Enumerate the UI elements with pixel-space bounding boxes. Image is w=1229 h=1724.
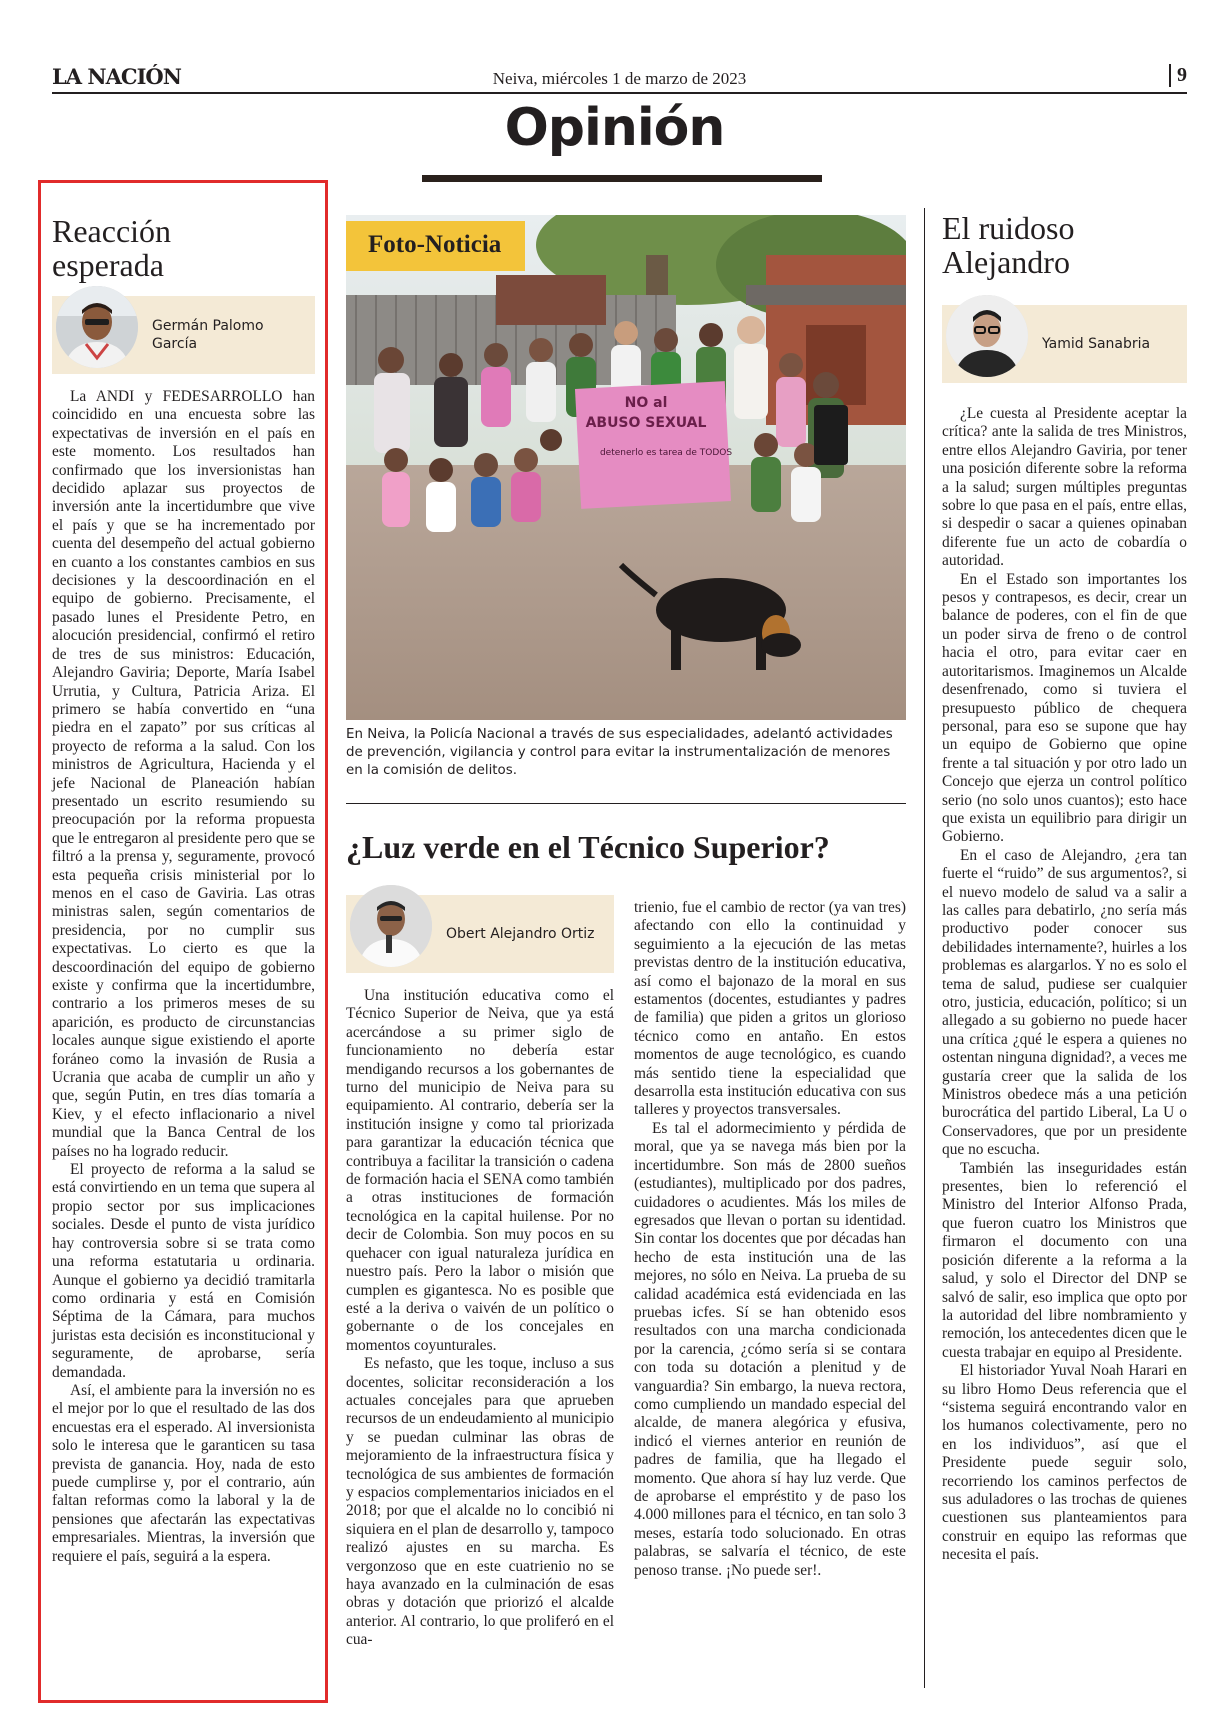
divider	[346, 803, 906, 804]
column-divider	[924, 208, 925, 1688]
author-name: Obert Alejandro Ortiz	[446, 926, 595, 942]
left-article	[52, 214, 315, 1566]
left-article-headline: Reacción esperada	[52, 213, 172, 283]
paragraph: La ANDI y FEDESARROLLO han coincidido en una encuesta sobre las expectativas de inversión en el país en este momento. Los resultados han confirmado que los inversionistas han decidido aplazar sus proyectos de inversión ante la incertidumbre que vive el país y que se ha incrementado por cuenta del desempeño del actual gobierno en cuanto a los constantes cambios en sus decisiones y la descoordinación en el equipo de gobierno. Precisamente, el pasado lunes el Presidente Petro, en alocución presidencial, confirmó el retiro de tres de sus ministros: Educación, Alejandro Gaviria; Deporte, María Isabel Urrutia, y Cultura, Patricia Ariza. El primero se había convertido en “una piedra en el zapato” por sus críticas al proyecto de reforma a la salud. Con los ministros de Agricultura, Hacienda y el jefe Nacional de Planeación habían presentado un escrito resumiendo su preocupación por la reforma propuesta que le entregaron al presidente pero que se filtró a la prensa y, seguramente, provocó esta pequeña crisis ministerial por lo menos en el caso de Gaviria. Las otras ministras salen, según comentarios de presidencia, por no cumplir sus expectativas. Lo cierto es que la descoordinación del equipo de gobierno existe y confirma que la incertidumbre, contrario a los primeros meses de su aparición, es producto de circunstancias locales aunque sigue existiendo el aporte foráneo como la invasión de Rusia a Ucrania que acaba de cumplir un año y que, según Putin, en tres días tomaría a Kiev, y el efecto inflacionario a nivel mundial que la Banca Central de los países no ha logrado reducir.	[52, 388, 315, 1160]
banner-line-2: ABUSO SEXUAL	[585, 415, 707, 431]
paragraph: Así, el ambiente para la inversión no es el mejor por lo que el resultado de las dos encuestas era el esperado. Al inversionista solo le interesa que le garanticen su tasa prevista de ganancia. Hoy, nada de esto puede cumplirse y, por el contrario, aún faltan reformas como la laboral y la de pensiones que afectarán las expectativas empresariales. Mientras, la inversión que requiere el país, seguirá a la espera.	[52, 1381, 315, 1565]
author-box	[942, 305, 1187, 383]
foto-noticia-badge: Foto-Noticia	[346, 221, 525, 271]
right-article-headline: El ruidoso Alejandro	[942, 210, 1075, 280]
paragraph: ¿Le cuesta al Presidente aceptar la crítica? ante la salida de tres Ministros, entre ellos Alejandro Gaviria, por tener una posición diferente sobre la reforma a la salud; surgen múltiples preguntas sobre lo que pasa en el país, entre ellas, si despedir o sacar a quienes opinaban diferente fue un acto de cobardía o autoridad.	[942, 405, 1187, 570]
paragraph: El historiador Yuval Noah Harari en su libro Homo Deus referencia que el “sistema seguirá encontrando valor en los humanos colectivamente, pero no en los individuos”, así que el Presidente puede seguir solo, recorriendo los caminos perfectos de sus aduladores o las trochas de quienes cuestionen sus planteamientos para construir en equipo las reformas que necesita el país.	[942, 1362, 1187, 1564]
dateline: Neiva, miércoles 1 de marzo de 2023	[492, 69, 747, 88]
author-box	[52, 296, 315, 374]
author-photo	[56, 286, 138, 368]
paragraph: trienio, fue el cambio de rector (ya van tres) afectando con ello la continuidad y seguimiento a la ejecución de las metas previstas dentro de la institución educativa, así como el bajonazo de la moral en sus estamentos (docentes, estudiantes y padres de familia) que piden a gritos un glorioso técnico como en antaño. En estos momentos de auge tecnológico, es cuando más sentido tiene la especialidad que desarrolla esta institución educativa con sus talleres y proyectos transversales.	[634, 899, 906, 1119]
newspaper-logo: LA NACIÓN	[52, 64, 181, 89]
section-underline	[422, 175, 822, 182]
author-name: Yamid Sanabria	[1042, 336, 1151, 352]
news-photo	[346, 215, 906, 720]
left-article-body	[52, 388, 315, 1566]
paragraph: Es nefasto, que les toque, incluso a sus docentes, solicitar reconsideración a los actuales concejales para que aprueben recursos de un endeudamiento al municipio y se puedan culminar las obras de mejoramiento de la infraestructura física y tecnológica de sus ambientes de formación y espacios complementarios iniciados en el 2018; por que el alcalde no lo concibió ni siquiera en el plan de desarrollo y, tampoco realizó ajustes en su marcha. Es vergonzoso que en este cuatrienio no se haya avanzado en la culminación de esas obras y dotación que priorizó el alcalde anterior. Al contrario, lo que proliferó en el cua-	[346, 1355, 614, 1649]
middle-article-body-1	[346, 987, 614, 1650]
middle-article-headline: ¿Luz verde en el Técnico Superior?	[346, 829, 830, 865]
author-name: Germán Palomo García	[152, 318, 264, 352]
paragraph: En el Estado son importantes los pesos y contrapesos, es decir, crear un balance de poderes, con el fin de que un poder sirva de freno o de control hacia el otro, para evitar caer en autoritarismos. Imaginemos un Alcalde desenfrenado, como si tuviera el presupuesto público de chequera personal, para eso se supone que hay un equipo de Gobierno que opine frente a tal situación y por otro lado un Concejo que ejerza un control político serio (no solo unos cuantos); esto hace que exista un equilibrio para dirigir un Gobierno.	[942, 570, 1187, 846]
group-photo-illustration	[346, 215, 906, 720]
photo-caption: En Neiva, la Policía Nacional a través de sus especialidades, adelantó actividades de prevención, vigilancia y control para evitar la instrumentalización de menores en la comisión de delitos.	[346, 727, 893, 778]
right-article-body	[942, 405, 1187, 1565]
section-title: Opinión	[504, 98, 725, 158]
banner-line-1: NO al	[624, 395, 668, 411]
banner-line-3: detenerlo es tarea de TODOS	[599, 448, 733, 458]
masthead	[52, 64, 1187, 94]
middle-article-col1	[346, 895, 614, 1650]
page-number: 9	[1169, 64, 1187, 87]
paragraph: En el caso de Alejandro, ¿era tan fuerte el “ruido” de sus argumentos?, si el nuevo modelo de salud va a salir a las calles para debatirlo, ¿no sería más productivo poder conocer sus debilidades internamente?, huirles a los problemas es alargarlos. Y no es solo el tema de salud, pudiese ser cualquier otro, justicia, educación, político; si un allegado a su gobierno no puede hacer una crítica ¿qué le espera a quienes no ostentan ninguna dignidad?, a veces me gustaría creer que la salida de los Ministros obedece más a una petición burocrática del partido Liberal, La U o Conservadores, que por un presidente que no escucha.	[942, 846, 1187, 1159]
middle-article-body-2	[634, 899, 906, 1580]
paragraph: El proyecto de reforma a la salud se está convirtiendo en un tema que supera al propio sector por sus implicaciones sociales. Desde el punto de vista jurídico hay controversia sobre si se trata como una reforma estatutaria u ordinaria. Aunque el gobierno ya decidió tramitarla como ordinaria y está en Comisión Séptima de la Cámara, para muchos juristas esta decisión es inconstitucional y seguramente, de aprobarse, sería demandada.	[52, 1161, 315, 1381]
author-photo	[946, 295, 1028, 377]
paragraph: También las inseguridades están presentes, bien lo referenció el Ministro del Interior Alfonso Prada, que fueron cuatro los Ministros que firmaron el documento con una posición diferente a la reforma a la salud, y solo el Director del DNP se salvó de salir, eso implica que opto por la autoridad del libre nombramiento y remoción, los antecedentes dicen que le cuesta trabajar en equipo al Presidente.	[942, 1159, 1187, 1361]
paragraph: Una institución educativa como el Técnico Superior de Neiva, que ya está acercándose a su primer siglo de funcionamiento no debería estar mendigando recursos a los gobernantes de turno del municipio de Neiva para su equipamiento. Al contrario, debería ser la institución insigne y como tal priorizada para garantizar la educación técnica que contribuya a facilitar la transición o cadena de formación hacia el SENA como también a otras instituciones de formación tecnológica en la capital huilense. Por no decir de Colombia. Son muy pocos en su quehacer con igual naturaleza jurídica en nuestro país. Pero la labor o misión que cumplen es gigantesca. No es posible que esté a la deriva o vaivén de un político o gobernante o de los concejales en momentos coyunturales.	[346, 987, 614, 1354]
author-box	[346, 895, 614, 973]
right-article	[942, 211, 1187, 1565]
paragraph: Es tal el adormecimiento y pérdida de moral, que ya se navega más bien por la incertidumbre. Son más de 2800 sueños (estudiantes), multiplicado por dos padres, cuidadores o acudientes. Más los miles de egresados que llevan o portan su identidad. Sin contar los docentes que por décadas han hecho de esta institución una de las mejores, no sólo en Neiva. La prueba de su calidad académica está evidenciada en las pruebas icfes. Sí se han obtenido esos resultados con una marcha condicionada por la carencia, ¿cómo sería si se contara con toda su dotación a plenitud y de vanguardia? Sin embargo, la nueva rectora, como cumpliendo un mandado especial del alcalde, de manera alegórica y efusiva, indicó el viernes anterior en reunión de padres de familia, que ha llegado el momento. Que ahora sí hay luz verde. Que de aprobarse el empréstito y de paso los 4.000 millones para el técnico, en tan solo 3 meses, estaría todo solucionado. En otras palabras, se salvaría el técnico, de este penoso transe. ¡No puede ser!.	[634, 1119, 906, 1579]
middle-article-col2	[634, 899, 906, 1580]
campaign-banner	[575, 381, 732, 509]
author-photo	[350, 885, 432, 967]
